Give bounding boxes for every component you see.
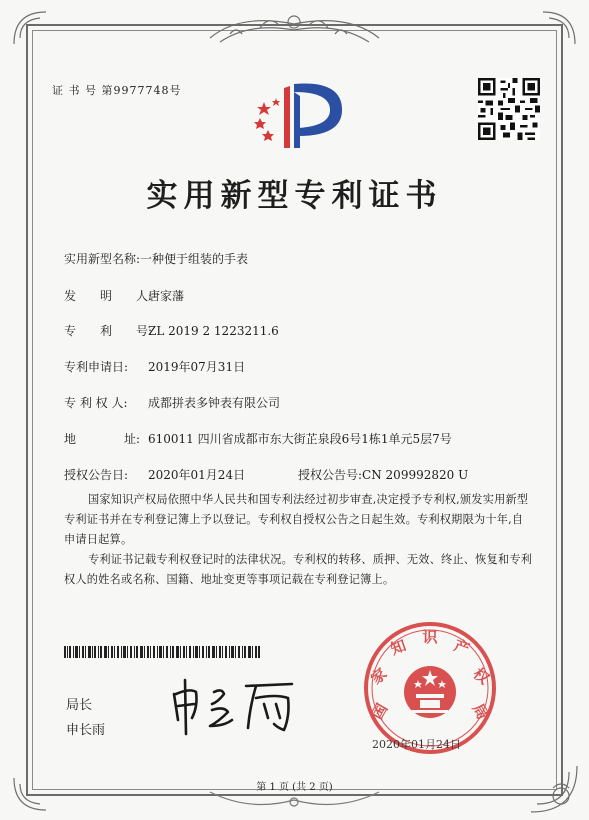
field-value: 一种便于组装的手表: [140, 252, 249, 266]
director-title: 局长: [66, 698, 93, 713]
field-label: 授权公告日:: [64, 468, 129, 482]
field-value: 2020年01月24日: [148, 468, 246, 482]
field-label: 地 址:: [64, 432, 141, 446]
director-name: 申长雨: [66, 723, 106, 738]
corner-ornament-icon: [10, 8, 50, 48]
svg-text:局: 局: [468, 700, 492, 723]
field-value: ZL 2019 2 1223211.6: [148, 324, 279, 338]
top-ornament-icon: [200, 8, 389, 48]
corner-ornament-icon: [539, 8, 579, 48]
svg-text:知: 知: [388, 636, 409, 659]
field-value: 2019年07月31日: [148, 360, 246, 374]
qr-code-icon: [478, 78, 540, 140]
field-label: 实用新型名称:: [64, 252, 141, 266]
svg-text:产: 产: [451, 636, 472, 659]
field-label: 专 利 号:: [64, 324, 153, 338]
field-value: CN 209992820 U: [362, 468, 469, 482]
field-inventor: [64, 287, 184, 304]
field-address: [64, 430, 452, 447]
field-patent-number: [64, 322, 279, 339]
svg-text:家: 家: [367, 664, 391, 688]
field-announcement-number: [298, 466, 468, 483]
certificate-title: 实用新型专利证书: [146, 178, 443, 214]
field-patentee: [64, 394, 280, 411]
cnipa-logo-icon: [246, 74, 350, 152]
field-value: 成都拼表多钟表有限公司: [148, 396, 281, 410]
svg-text:国: 国: [368, 700, 392, 723]
field-label: 专利申请日:: [64, 360, 129, 374]
legal-paragraph: 国家知识产权局依照中华人民共和国专利法经过初步审查,决定授予专利权,颁发实用新型专利证书并在专利登记簿上予以登记。专利权自授权公告之日起生效。专利权期限为十年,自申请日起算。: [64, 493, 529, 546]
legal-paragraph: 专利证书记载专利权登记时的法律状况。专利权的转移、质押、无效、终止、恢复和专利权人的姓名或名称、国籍、地址变更等事项记载在专利登记簿上。: [64, 553, 533, 586]
field-announcement-date: [64, 466, 245, 483]
field-value: 610011 四川省成都市东大街芷泉段6号1栋1单元5层7号: [148, 432, 452, 446]
certificate-number: 证 书 号 第9977748号: [52, 84, 182, 97]
page-number: 第 1 页 (共 2 页): [256, 782, 333, 793]
field-utility-model-name: [64, 250, 248, 267]
field-value: 唐家藩: [148, 289, 185, 303]
field-label: 授权公告号:: [298, 468, 363, 482]
svg-text:识: 识: [422, 628, 438, 646]
signature-icon: [168, 676, 308, 738]
svg-text:权: 权: [469, 664, 493, 688]
seal-date: 2020年01月24日: [372, 738, 461, 751]
field-label: 专 利 权 人:: [64, 396, 128, 410]
barcode-icon: [64, 646, 260, 658]
field-filing-date: [64, 358, 245, 375]
field-label: 发 明 人:: [64, 289, 153, 303]
